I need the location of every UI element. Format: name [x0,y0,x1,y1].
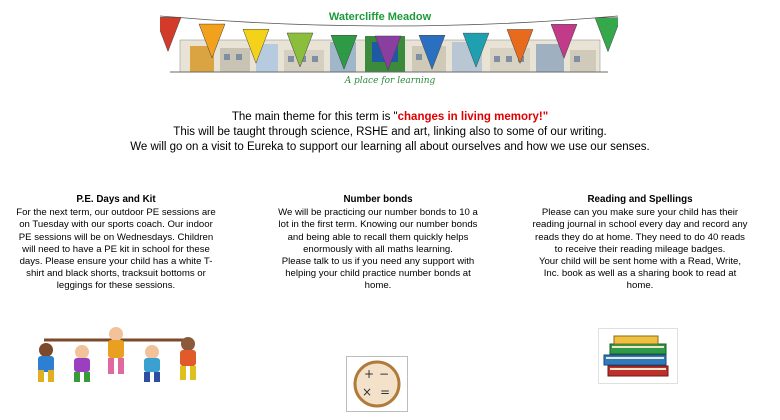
term-theme-intro [60,110,720,155]
svg-text:+: + [364,367,375,381]
theme-highlight: changes in living memory!" [397,111,549,123]
number-bonds-body-1: We will be practicing our number bonds to 10 a lot in the first term. Knowing our number bonds and being able to recall them quickly helps enormously with all maths learning. [278,207,478,255]
number-bonds-title: Number bonds [343,194,413,205]
bunting-flag [160,17,181,51]
theme-line [60,110,720,125]
pe-section [14,194,218,293]
theme-prefix: The main theme for this term is " [231,111,398,123]
stack-of-books-icon [598,328,678,384]
number-bonds-section [278,194,478,293]
children-playing-illustration [24,322,214,386]
pe-body: For the next term, our outdoor PE sessions are on Tuesday with our sports coach. Our indoor PE sessions will be on Wednesdays. Children will need to have a PE kit in school for these days. Please ensure your child has a white T-shirt and black shorts, tracksuit bottoms or leggings for these sessions. [16,207,216,292]
school-name: Watercliffe Meadow [328,11,432,23]
svg-text:−: − [379,367,390,381]
reading-title: Reading and Spellings [587,194,693,205]
reading-section [532,194,748,293]
svg-text:×: × [362,385,373,399]
reading-body-1: Please can you make sure your child has their reading journal in school every day and record any reads they do at home. They need to do 40 reads to receive their reading mileage badges. [532,207,748,255]
school-tagline: A place for learning [344,76,436,86]
svg-text:=: = [380,385,391,399]
theme-visit-line: We will go on a visit to Eureka to support our learning all about ourselves and how we use our senses. [130,141,650,153]
maths-symbols-icon [346,356,408,412]
pe-title: P.E. Days and Kit [76,194,156,205]
number-bonds-body-2: Please talk to us if you need any support with helping your child practice number bonds at home. [281,256,475,292]
theme-subjects-line: This will be taught through science, RSHE and art, linking also to some of our writing. [173,126,607,138]
reading-body-2: Your child will be sent home with a Read, Write, Inc. book as well as a sharing book to read at home. [538,256,742,292]
